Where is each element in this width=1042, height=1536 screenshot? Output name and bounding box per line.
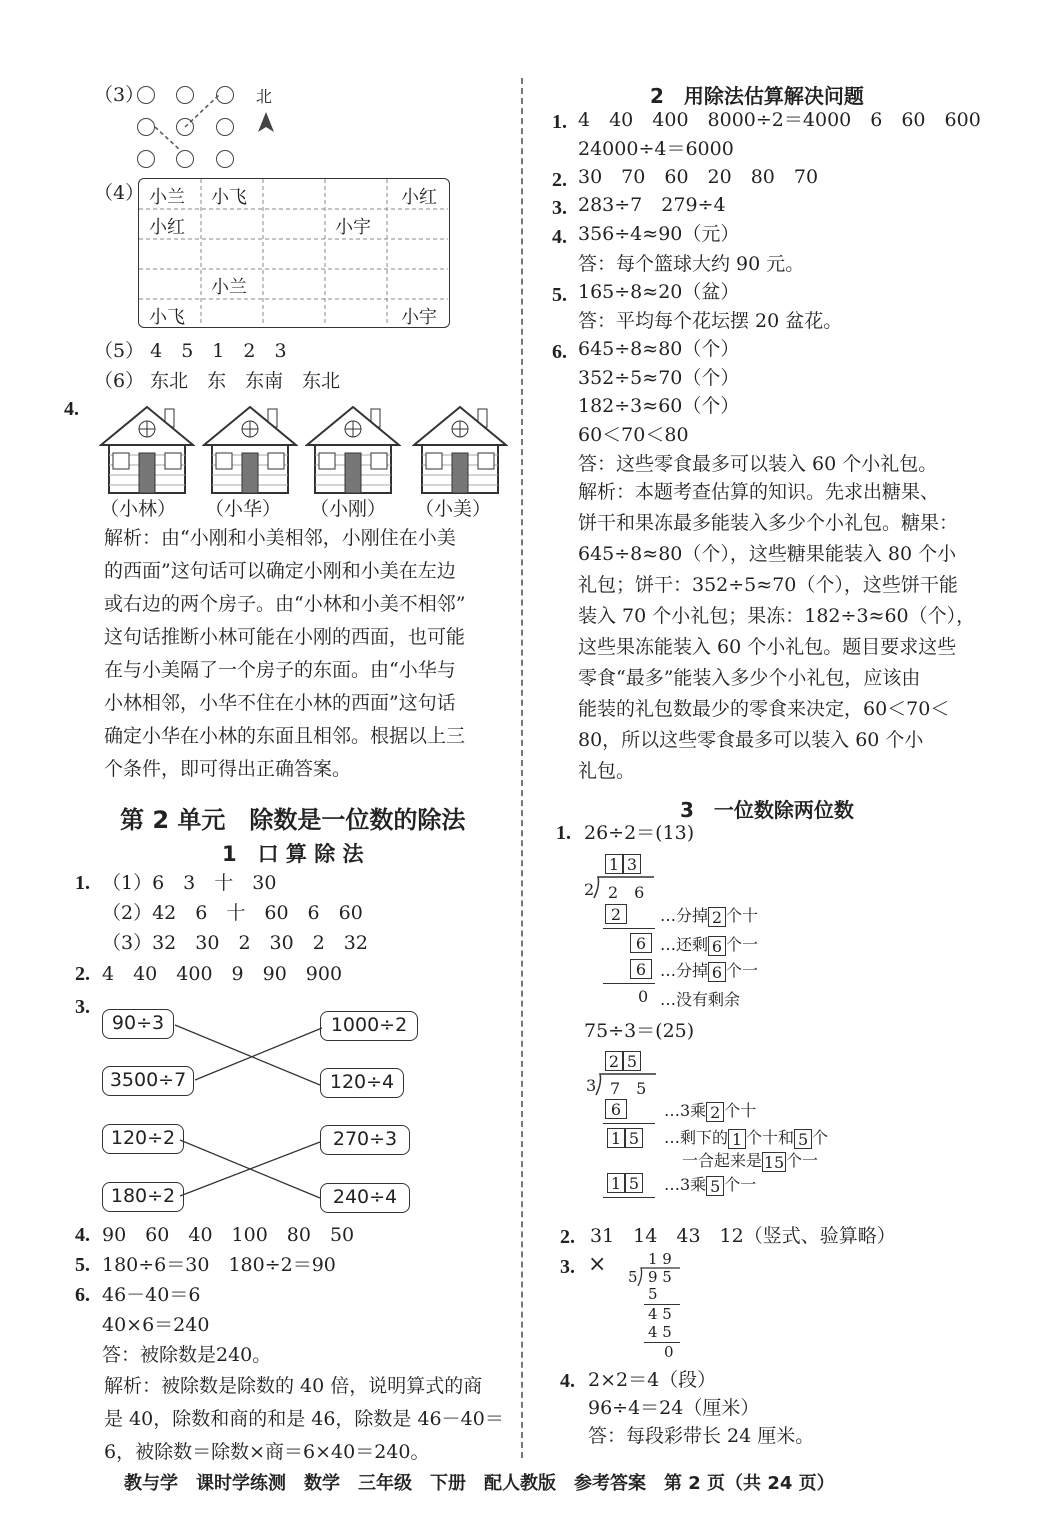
match-right-box: 120÷4 [320, 1068, 404, 1098]
analysis-line: 小林相邻，小华不住在小林的西面”这句话 [104, 692, 456, 714]
step-note: …分掉 6 个一 [660, 961, 759, 982]
item-number: 1. [75, 872, 90, 894]
item-number: 6. [552, 341, 567, 363]
answer-line: 2×2＝4（段） [588, 1369, 717, 1391]
dividend: 7 5 [610, 1079, 647, 1098]
answer-line: 180÷6＝30 180÷2＝90 [102, 1254, 336, 1276]
step-note: …没有剩余 [660, 990, 741, 1009]
match-right-box: 1000÷2 [320, 1011, 418, 1041]
analysis-line: 是 40，除数和商的和是 46，除数是 46－40＝ [104, 1408, 504, 1430]
step: 5 [648, 1285, 658, 1303]
q6-answer: （6） 东北 东 东南 东北 [94, 370, 341, 392]
step-note: …3乘 2 个十 [664, 1101, 757, 1122]
north-arrow-icon [256, 110, 276, 134]
step-note: …还剩 6 个一 [660, 935, 759, 956]
item-number: 3. [560, 1256, 575, 1278]
division-line [603, 928, 655, 929]
division-line [603, 1197, 655, 1198]
item-number: 1. [556, 822, 571, 844]
analysis-line: 确定小华在小林的东面且相邻。根据以上三 [104, 725, 466, 747]
match-right-box: 240÷4 [320, 1183, 410, 1213]
analysis-line: 能装的礼包数最少的零食来决定，60＜70＜ [578, 698, 950, 720]
division-line [603, 1123, 655, 1124]
answer-line: （2）42 6 十 60 6 60 [102, 902, 363, 924]
analysis-line: 这些果冻能装入 60 个小礼包。题目要求这些 [578, 636, 957, 658]
item-number: 1. [552, 111, 567, 133]
item-number: 2. [552, 169, 567, 191]
quotient: 1 3 [605, 853, 641, 874]
division-equation: 75÷3＝(25) [584, 1020, 695, 1042]
q4-label: （4） [94, 182, 145, 204]
division-line [644, 1342, 680, 1343]
unit-title: 第 2 单元 除数是一位数的除法 [120, 806, 466, 834]
grid-cell: 小飞 [149, 307, 185, 328]
step: 6 [630, 932, 652, 953]
divisor: 5 [628, 1268, 638, 1286]
analysis-line: 解析：由“小刚和小美相邻，小刚住在小美 [104, 527, 456, 549]
answer-line: 356÷4≈90（元） [578, 223, 740, 245]
grid-cell: 小兰 [211, 277, 247, 298]
analysis-paragraph [104, 1370, 504, 1469]
answer-line: 答：平均每个花坛摆 20 盆花。 [578, 310, 843, 332]
house-label: （小刚） [310, 498, 387, 520]
house-label: （小林） [100, 498, 177, 520]
item-number: 6. [75, 1284, 90, 1306]
wrong-mark-icon: × [588, 1252, 607, 1277]
answer-line: 40×6＝240 [102, 1314, 210, 1336]
item-number: 2. [560, 1226, 575, 1248]
item-number: 4. [64, 398, 79, 420]
step-note: …3乘 5 个一 [664, 1175, 757, 1196]
step: 2 [605, 903, 627, 924]
analysis-paragraph [104, 522, 465, 786]
house-icon [305, 403, 401, 495]
analysis-line: 饼干和果冻最多能装入多少个小礼包。糖果： [578, 512, 959, 534]
analysis-paragraph [578, 477, 975, 787]
answer-line: （3）32 30 2 30 2 32 [102, 932, 368, 954]
analysis-line: 80，所以这些零食最多可以装入 60 个小 [578, 729, 924, 751]
item-number: 5. [552, 284, 567, 306]
q5-answer: （5） 4 5 1 2 3 [94, 340, 287, 362]
grid-cell: 小红 [401, 187, 437, 208]
item-number: 4. [75, 1224, 90, 1246]
item-number: 4. [552, 226, 567, 248]
dividend: 9 5 [648, 1268, 672, 1286]
q3-label: （3） [94, 84, 145, 106]
grid-cell: 小红 [149, 217, 185, 238]
quotient: 2 5 [605, 1050, 641, 1071]
answer-line: 30 70 60 20 80 70 [578, 166, 819, 188]
step: 4 5 [648, 1305, 672, 1323]
answer-line: 24000÷4＝6000 [578, 138, 734, 160]
grid-cell: 小宇 [335, 217, 371, 238]
answer-line: 60＜70＜80 [578, 424, 689, 446]
analysis-line: 的西面”这句话可以确定小刚和小美在左边 [104, 560, 456, 582]
step-note: …剩下的 1 个十和 5 个 [664, 1128, 829, 1149]
answer-line: 90 60 40 100 80 50 [102, 1224, 355, 1246]
answer-line: （1）6 3 十 30 [102, 872, 277, 894]
path-lines [130, 80, 250, 180]
step: 6 [630, 958, 652, 979]
answer-line: 4 40 400 8000÷2＝4000 6 60 600 [578, 109, 981, 131]
analysis-line: 个条件，即可得出正确答案。 [104, 758, 352, 780]
analysis-line: 或右边的两个房子。由“小林和小美不相邻” [104, 593, 466, 615]
answer-line: 352÷5≈70（个） [578, 367, 740, 389]
seating-grid [138, 178, 450, 328]
analysis-line: 解析：被除数是除数的 40 倍，说明算式的商 [104, 1375, 483, 1397]
answer-line: 96÷4＝24（厘米） [588, 1397, 760, 1419]
match-left-box: 90÷3 [102, 1009, 174, 1039]
answer-line: 31 14 43 12（竖式、验算略） [590, 1225, 896, 1247]
remainder: 0 [638, 987, 649, 1006]
step-note: …分掉 2 个十 [660, 906, 759, 927]
answer-line: 答：每个篮球大约 90 元。 [578, 253, 805, 275]
analysis-line: 零食“最多”能装入多少个小礼包，应该由 [578, 667, 921, 689]
house-icon [412, 403, 508, 495]
divisor: 3 [586, 1076, 597, 1095]
grid-cell: 小宇 [401, 307, 437, 328]
analysis-line: 这句话推断小林可能在小刚的西面，也可能 [104, 626, 466, 648]
step: 4 5 [648, 1323, 672, 1341]
house-icon [202, 403, 298, 495]
remainder: 0 [664, 1343, 674, 1361]
grid-cell: 小兰 [149, 187, 185, 208]
step: 6 [605, 1098, 627, 1119]
match-left-box: 120÷2 [102, 1124, 184, 1154]
item-number: 4. [560, 1370, 575, 1392]
section-title: 1 口 算 除 法 [222, 842, 364, 866]
section-title: 3 一位数除两位数 [680, 798, 854, 822]
step-note: 一合起来是 15 个一 [682, 1151, 819, 1172]
house-label: （小华） [205, 498, 282, 520]
item-number: 2. [75, 963, 90, 985]
match-right-box: 270÷3 [320, 1125, 410, 1155]
column-divider [521, 78, 523, 1458]
analysis-line: 6，被除数＝除数×商＝6×40＝240。 [104, 1441, 430, 1463]
answer-line: 答：被除数是240。 [102, 1344, 272, 1366]
match-left-box: 180÷2 [102, 1182, 184, 1212]
answer-line: 645÷8≈80（个） [578, 338, 740, 360]
analysis-line: 装入 70 个小礼包；果冻：182÷3≈60（个）， [578, 605, 976, 627]
item-number: 5. [75, 1254, 90, 1276]
analysis-line: 645÷8≈80（个），这些糖果能装入 80 个小 [578, 543, 957, 565]
answer-line: 4 40 400 9 90 900 [102, 963, 343, 985]
dividend: 2 6 [608, 883, 645, 902]
division-equation: 26÷2＝(13) [584, 822, 695, 844]
answer-line: 182÷3≈60（个） [578, 395, 740, 417]
analysis-line: 礼包；饼干：352÷5≈70（个），这些饼干能 [578, 574, 958, 596]
item-number: 3. [75, 996, 90, 1018]
section-title: 2 用除法估算解决问题 [650, 84, 864, 108]
answer-line: 283÷7 279÷4 [578, 194, 726, 216]
analysis-line: 解析：本题考查估算的知识。先求出糖果、 [578, 481, 940, 503]
divisor: 2 [584, 880, 595, 899]
quotient: 1 9 [648, 1250, 672, 1268]
answer-line: 46－40＝6 [102, 1284, 201, 1306]
north-label: 北 [256, 87, 273, 106]
step: 1 5 [607, 1172, 643, 1193]
item-number: 3. [552, 197, 567, 219]
division-line [603, 983, 655, 984]
house-label: （小美） [415, 498, 492, 520]
answer-line: 答：这些零食最多可以装入 60 个小礼包。 [578, 453, 938, 475]
analysis-line: 礼包。 [578, 760, 636, 782]
step: 1 5 [607, 1127, 643, 1148]
answer-line: 165÷8≈20（盆） [578, 281, 740, 303]
grid-cell: 小飞 [211, 187, 247, 208]
page-footer: 教与学 课时学练测 数学 三年级 下册 配人教版 参考答案 第 2 页（共 24 页） [124, 1473, 835, 1494]
analysis-line: 在与小美隔了一个房子的东面。由“小华与 [104, 659, 456, 681]
house-icon [99, 403, 195, 495]
answer-line: 答：每段彩带长 24 厘米。 [588, 1425, 815, 1447]
match-left-box: 3500÷7 [102, 1066, 194, 1096]
